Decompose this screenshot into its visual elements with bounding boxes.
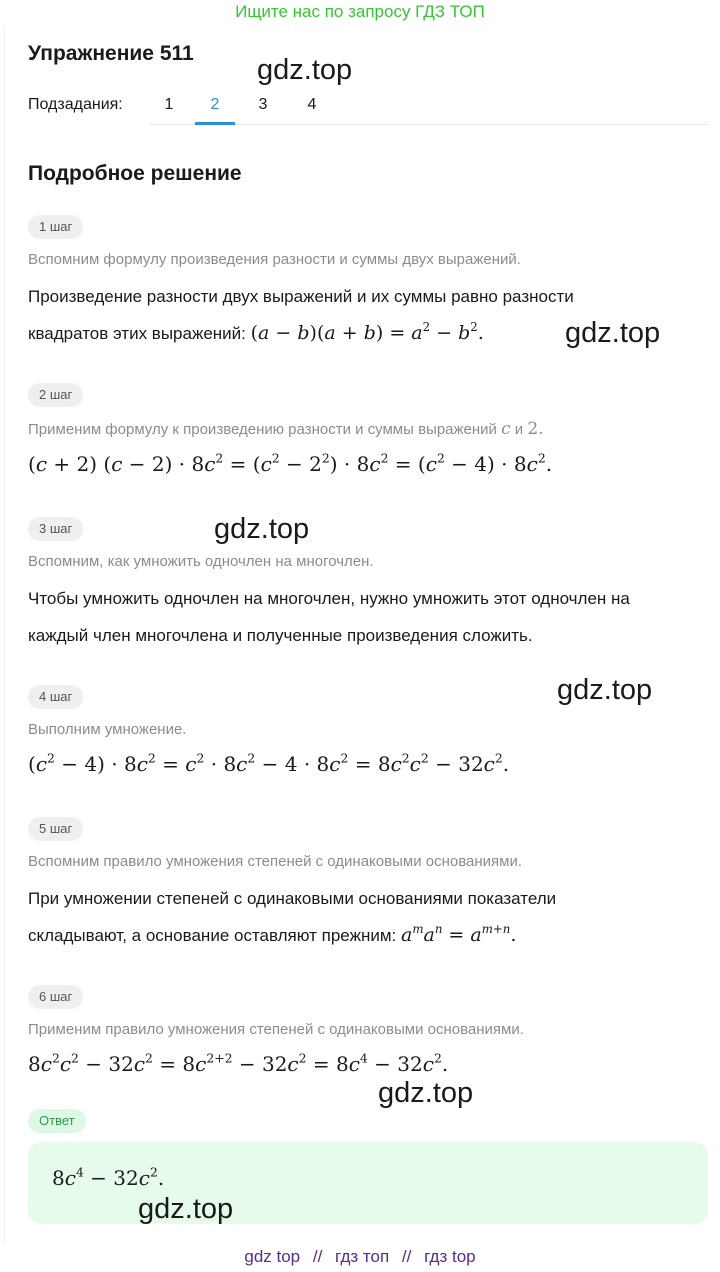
step-5-badge: 5 шаг (28, 817, 83, 841)
step-3-text-line2: каждый член многочлена и полученные произведения сложить. (28, 626, 533, 645)
footer-link-gdz-top[interactable]: gdz top (244, 1247, 301, 1266)
step-5-formula: $a^ma^n = a^{m+n}$. (400, 921, 517, 946)
step-2-hint-and: и (514, 421, 524, 438)
answer-badge: Ответ (28, 1109, 86, 1133)
step-3-text (28, 580, 688, 654)
step-3-hint: Вспомним, как умножить одночлен на многочлен. (28, 553, 374, 570)
step-1-hint: Вспомним формулу произведения разности и суммы двух выражений. (28, 251, 521, 268)
step-6-hint: Применим правило умножения степеней с одинаковыми основаниями. (28, 1021, 524, 1038)
step-5-hint: Вспомним правило умножения степеней с одинаковыми основаниями. (28, 853, 522, 870)
step-2-hint-var-c: c (501, 419, 511, 439)
subtask-tab-3[interactable]: 3 (258, 96, 268, 113)
footer-separator: // (401, 1247, 412, 1266)
footer-links (0, 1244, 720, 1270)
step-5-text (28, 880, 688, 954)
subtask-tab-1[interactable]: 1 (164, 96, 174, 113)
watermark: gdz.top (138, 1193, 234, 1225)
step-4-formula: $(c^2 - 4) \cdot 8c^2 = c^2 \cdot 8c^2 - 4 \cdot 8c^2 = 8c^2c^2 - 32c^2$. (28, 750, 510, 776)
section-title: Подробное решение (28, 162, 242, 185)
watermark: gdz.top (565, 317, 661, 349)
answer-formula: $8c^4 - 32c^2$. (52, 1164, 165, 1190)
subtask-tab-4[interactable]: 4 (307, 96, 317, 113)
step-2-hint-var-2: 2. (527, 419, 544, 439)
step-4-hint: Выполним умножение. (28, 721, 187, 738)
exercise-title: Упражнение 511 (28, 42, 194, 65)
step-2-hint-text: Применим формулу к произведению разности и суммы выражений (28, 421, 497, 438)
watermark: gdz.top (257, 54, 353, 86)
step-6-badge: 6 шаг (28, 985, 83, 1009)
step-4-badge: 4 шаг (28, 685, 83, 709)
watermark: gdz.top (557, 674, 653, 706)
watermark: gdz.top (214, 513, 310, 545)
step-1-badge: 1 шаг (28, 215, 83, 239)
answer-box (28, 1142, 708, 1224)
step-2-hint (28, 419, 544, 439)
step-1-formula: $(a - b)(a + b) = a^2 - b^2$. (250, 319, 484, 344)
step-1-text-line1: Произведение разности двух выражений и их суммы равно разности (28, 287, 574, 306)
search-banner: Ищите нас по запросу ГДЗ ТОП (235, 2, 485, 21)
step-1-text-line2: квадратов этих выражений: (28, 324, 246, 343)
step-6-formula: $8c^2c^2 - 32c^2 = 8c^{2+2} - 32c^2 = 8c^4 - 32c^2$. (28, 1050, 449, 1076)
watermark: gdz.top (378, 1077, 474, 1109)
subtask-tab-2[interactable]: 2 (210, 96, 220, 113)
footer-link-gdz-top-mixed[interactable]: гдз top (424, 1247, 476, 1266)
step-3-text-line1: Чтобы умножить одночлен на многочлен, нужно умножить этот одночлен на (28, 589, 630, 608)
footer-separator: // (312, 1247, 323, 1266)
footer-link-gdz-top-ru[interactable]: гдз топ (335, 1247, 390, 1266)
step-2-formula: (c + 2) $(c - 2) \cdot 8c^2 = (c^2 - 2^2) \cdot 8c^2 = (c^2 - 4) \cdot 8c^2$. (28, 450, 553, 476)
subtasks-label: Подзадания: (28, 96, 123, 113)
step-5-text-line2: складывают, а основание оставляют прежним: (28, 926, 397, 945)
step-5-text-line1: При умножении степеней с одинаковыми основаниями показатели (28, 889, 557, 908)
active-tab-indicator (195, 122, 235, 125)
step-2-badge: 2 шаг (28, 383, 83, 407)
step-3-badge: 3 шаг (28, 517, 83, 541)
